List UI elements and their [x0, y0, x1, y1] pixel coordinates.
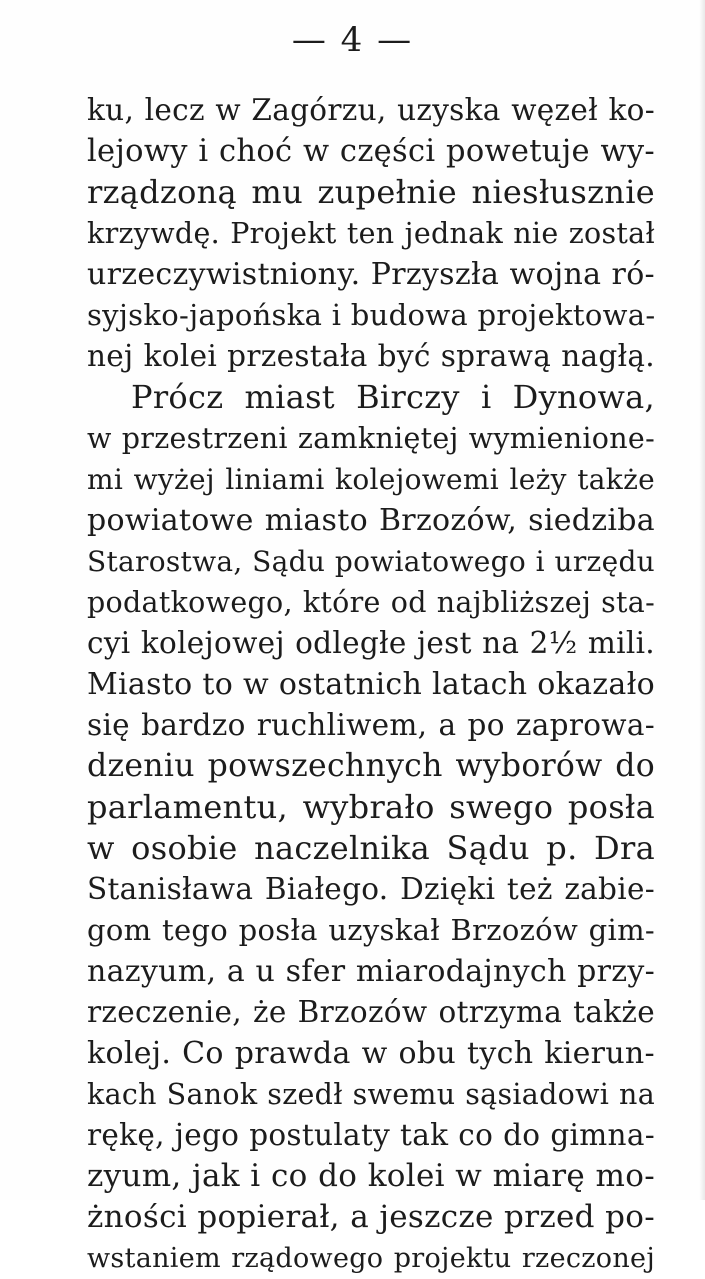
text-line: gom tego posła uzyskał Brzozów gim-	[87, 913, 655, 947]
text-line: rzeczenie, że Brzozów otrzyma także	[87, 995, 655, 1029]
text-line: w przestrzeni zamkniętej wymienione-	[87, 422, 655, 455]
text-line: nazyum, a u sfer miarodajnych przy-	[87, 954, 655, 989]
text-line: syjsko-japońska i budowa projektowa-	[87, 298, 656, 332]
page-number: — 4 —	[291, 20, 414, 60]
paragraph-2	[87, 377, 655, 1279]
text-line: Miasto to w ostatnich latach okazało	[87, 667, 655, 702]
text-line: mi wyżej liniami kolejowemi leży także	[87, 463, 655, 496]
text-line: kolej. Co prawda w obu tych kierun-	[87, 1036, 655, 1071]
text-line: kach Sanok szedł swemu sąsiadowi na	[87, 1078, 655, 1111]
text-line: Stanisława Białego. Dzięki też zabie-	[87, 872, 655, 906]
text-line: wstaniem rządowego projektu rzeczonej	[87, 1243, 655, 1274]
text-line: żności popierał, a jeszcze przed po-	[87, 1199, 655, 1235]
text-line: dzeniu powszechnych wyborów do	[87, 748, 655, 784]
text-line: parlamentu, wybrało swego posła	[87, 788, 655, 826]
text-line: nej kolei przestała być sprawą nagłą.	[87, 339, 655, 373]
text-line: cyi kolejowej odległe jest na 2½ mili.	[87, 626, 655, 660]
text-line: zyum, jak i co do kolei w miarę mo-	[87, 1158, 655, 1194]
text-line: Starostwa, Sądu powiatowego i urzędu	[87, 545, 655, 578]
text-line: Prócz miast Birczy i Dynowa,	[131, 378, 655, 416]
text-line: urzeczywistniony. Przyszła wojna ró-	[87, 257, 655, 292]
text-line: w osobie naczelnika Sądu p. Dra	[87, 829, 655, 867]
text-line: się bardzo ruchliwem, a po zaprowa-	[87, 708, 655, 742]
text-line: krzywdę. Projekt ten jednak nie został	[87, 217, 655, 250]
text-line: lejowy i choć w części powetuje wy-	[87, 134, 655, 169]
page-edge-shadow	[699, 0, 705, 1200]
body-text	[87, 90, 655, 1279]
text-line: rządzoną mu zupełnie niesłusznie	[87, 173, 655, 211]
paragraph-1	[87, 90, 655, 377]
text-line: ku, lecz w Zagórzu, uzyska węzeł ko-	[87, 93, 655, 127]
text-line: rękę, jego postulaty tak co do gimna-	[87, 1118, 655, 1152]
text-line: podatkowego, które od najbliższej sta-	[87, 586, 655, 619]
text-line: powiatowe miasto Brzozów, siedziba	[87, 503, 655, 538]
